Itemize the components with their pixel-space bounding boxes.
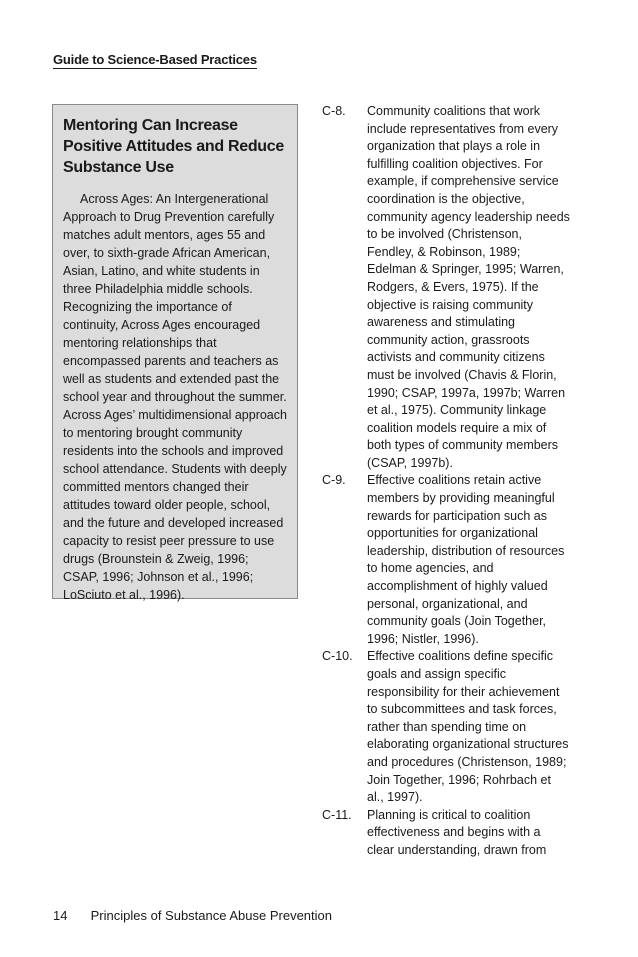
- item-number: C-8.: [322, 104, 346, 118]
- page-number: 14: [53, 908, 68, 923]
- item-text: Planning is critical to coalition effectiveness and begins with a clear understanding, drawn from: [367, 807, 547, 857]
- item-number: C-9.: [322, 473, 346, 488]
- running-header: Guide to Science-Based Practices: [53, 52, 257, 67]
- item-text: Effective coalitions define specific goals and assign specific responsibility for their achievement to subcommittees and task forces, rather than spending time on elaborating organizational structures and procedures (Christenson, 1989; Join Together, 1996; Rohrbach et al., 1997).: [367, 649, 569, 805]
- list-item: [322, 103, 570, 472]
- practice-list: [322, 103, 570, 860]
- item-number: C-11.: [322, 807, 352, 822]
- sidebar-box: [52, 104, 298, 602]
- item-text: Community coalitions that work include representatives from every organization that plays a role in fulfilling coalition objectives. For example, if comprehensive service coordination is the objective, community agency leadership needs to be involved (Christenson, Fendley, & Robinson, 1989; Edelman & Springer, 1995; Warren, Rodgers, & Evers, 1975). If the objective is raising community awareness and stimulating community action, grassroots activists and community citizens must be involved (Chavis & Florin, 1990; CSAP, 1997a, 1997b; Warren et al., 1975). Community linkage coalition models require a mix of both types of community members (CSAP, 1997b).: [367, 104, 570, 470]
- item-number: C-10.: [322, 649, 353, 664]
- sidebar-title: Mentoring Can Increase Positive Attitudes and Reduce Substance Use: [63, 117, 284, 176]
- footer-title: Principles of Substance Abuse Prevention: [90, 908, 332, 923]
- page-footer: [53, 908, 332, 923]
- list-item: [322, 807, 570, 860]
- sidebar-body: Across Ages: An Intergenerational Approach to Drug Prevention carefully matches adult mentors, ages 55 and over, to sixth-grade African American, Asian, Latino, and white students in three Philadelphia middle schools. Recognizing the importance of continuity, Across Ages encouraged mentoring relationships that encompassed parents and teachers as well as students and extended past the school year and throughout the summer. Across Ages’ multidimensional approach to mentoring brought community residents into the schools and improved school attendance. Students with deeply committed mentors changed their attitudes toward older people, school, and the future and developed increased capacity to resist peer pressure to use drugs (Brounstein & Zweig, 1996; CSAP, 1996; Johnson et al., 1996; LoSciuto et al., 1996).: [63, 192, 287, 602]
- list-item: [322, 648, 570, 806]
- list-item: [322, 472, 570, 648]
- item-text: Effective coalitions retain active members by providing meaningful rewards for participation such as opportunities for organizational leadership, distribution of resources to home agencies, and accomplishment of highly valued personal, organizational, and community goals (Join Together, 1996; Nistler, 1996).: [367, 473, 565, 646]
